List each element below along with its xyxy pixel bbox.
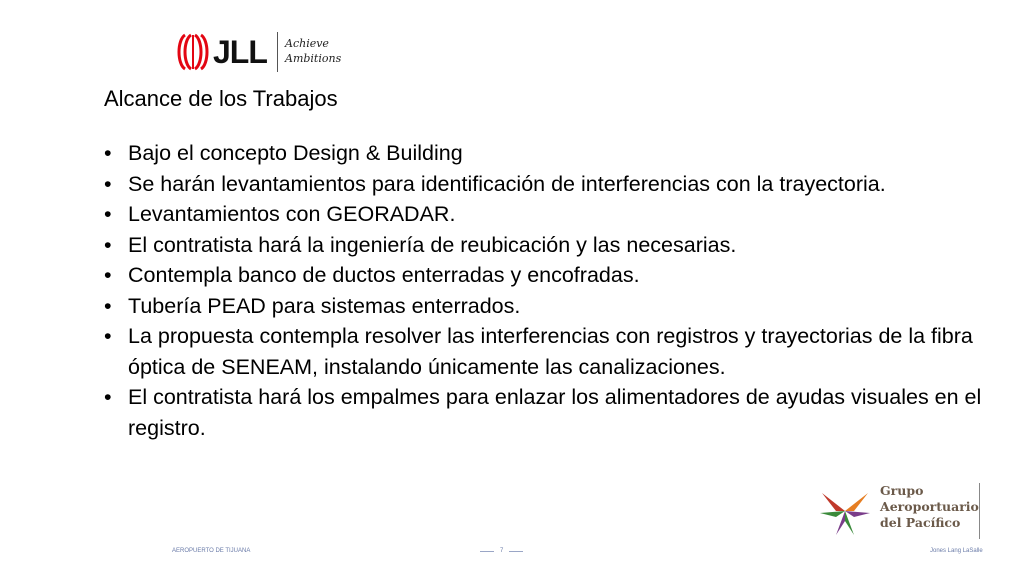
bullet-glyph: • — [104, 324, 112, 348]
bullet-text: El contratista hará la ingeniería de reubicación y las necesarias. — [128, 232, 737, 257]
gap-line-3: del Pacífico — [880, 515, 961, 530]
bullet-glyph: • — [104, 202, 112, 226]
bullet-item — [104, 291, 984, 322]
bullet-text: Levantamientos con GEORADAR. — [128, 202, 456, 226]
tagline-line-2: Ambitions — [285, 52, 342, 65]
bullet-list — [104, 138, 984, 443]
bullet-item — [104, 199, 984, 230]
page-number: 7 — [500, 548, 504, 554]
jll-logo — [175, 30, 345, 75]
bullet-glyph: • — [104, 171, 112, 196]
footer-right-text: Jones Lang LaSalle — [930, 548, 983, 554]
bullet-text: La propuesta contempla resolver las interferencias con registros y trayectorias de la fibra óptica de SENEAM, instalando únicamente las canalizaciones. — [128, 324, 973, 379]
footer-rule-left — [480, 551, 494, 552]
gap-star-icon — [818, 487, 872, 537]
bullet-glyph: • — [104, 263, 112, 287]
gap-line-1: Grupo — [880, 483, 924, 498]
jll-brand-text: JLL — [213, 34, 267, 70]
logo-divider — [277, 32, 278, 72]
bullet-item — [104, 321, 984, 382]
bullet-text: Se harán levantamientos para identificación de interferencias con la trayectoria. — [128, 171, 886, 196]
gap-divider — [979, 483, 980, 539]
gap-line-2: Aeroportuario — [880, 499, 979, 514]
bullet-text: Contempla banco de ductos enterradas y encofradas. — [128, 263, 640, 287]
jll-tagline — [285, 36, 341, 66]
bullet-glyph: • — [104, 293, 112, 318]
bullet-item — [104, 230, 984, 261]
bullet-item — [104, 260, 984, 291]
slide-title: Alcance de los Trabajos — [104, 86, 338, 111]
bullet-text: El contratista hará los empalmes para enlazar los alimentadores de ayudas visuales en el registro. — [128, 385, 982, 440]
bullet-item — [104, 138, 984, 169]
bullet-glyph: • — [104, 141, 112, 165]
bullet-glyph: • — [104, 232, 112, 257]
footer-left-text: AEROPUERTO DE TIJUANA — [172, 548, 251, 554]
bullet-glyph: • — [104, 385, 112, 409]
bullet-text: Tubería PEAD para sistemas enterrados. — [128, 293, 521, 318]
tagline-line-1: Achieve — [285, 37, 329, 50]
bullet-item — [104, 382, 984, 443]
jll-mark-icon — [175, 32, 211, 72]
bullet-text: Bajo el concepto Design & Building — [128, 141, 463, 165]
gap-logo — [818, 483, 988, 543]
gap-name — [880, 483, 979, 531]
bullet-item — [104, 169, 984, 200]
footer-page-indicator — [480, 548, 523, 554]
footer-rule-right — [509, 551, 523, 552]
